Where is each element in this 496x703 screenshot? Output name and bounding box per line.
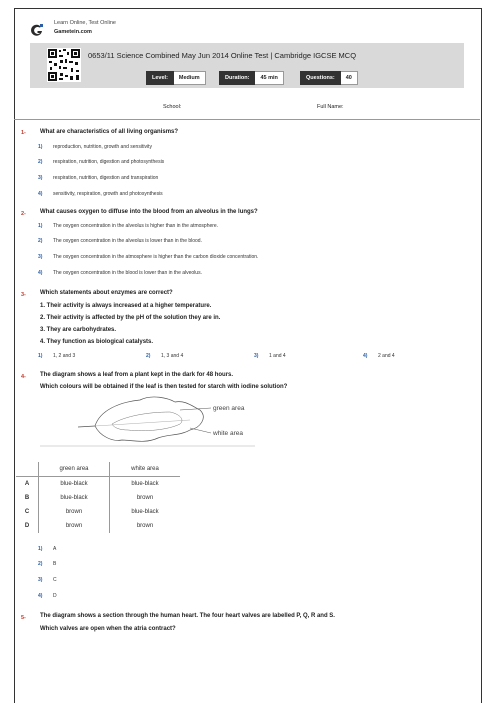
table-header-row bbox=[16, 462, 180, 477]
table-row bbox=[16, 477, 180, 492]
table-cell: C bbox=[16, 505, 39, 519]
question-number: 2- bbox=[21, 211, 26, 217]
option-text[interactable]: The oxygen concentration in the alveolus is higher than in the atmosphere. bbox=[53, 223, 219, 229]
option-text[interactable]: respiration, nutrition, digestion and transpiration bbox=[53, 175, 159, 181]
divider bbox=[14, 119, 480, 120]
level-label: Level: bbox=[146, 71, 174, 85]
option-number[interactable]: 1) bbox=[38, 144, 43, 150]
statement: 1. Their activity is always increased at a higher temperature. bbox=[40, 303, 212, 309]
table-cell: blue-black bbox=[131, 481, 159, 487]
table-cell: A bbox=[16, 477, 39, 492]
table-cell: D bbox=[16, 519, 39, 533]
school-field[interactable]: School: bbox=[163, 104, 182, 110]
option-number[interactable]: 2) bbox=[146, 353, 151, 359]
brand-site[interactable]: Gametein.com bbox=[54, 29, 92, 35]
option-number[interactable]: 4) bbox=[363, 353, 368, 359]
table-row bbox=[16, 491, 180, 505]
level-value: Medium bbox=[174, 71, 206, 85]
option-text[interactable]: reproduction, nutrition, growth and sensitivity bbox=[53, 144, 152, 150]
option-number[interactable]: 2) bbox=[38, 561, 43, 567]
table-cell: blue-black bbox=[131, 509, 159, 515]
diagram-label-green: green area bbox=[213, 405, 245, 412]
option-number[interactable]: 2) bbox=[38, 238, 43, 244]
option-text[interactable]: A bbox=[53, 546, 57, 552]
table-cell: blue-black bbox=[39, 477, 110, 492]
full-name-field[interactable]: Full Name: bbox=[317, 104, 344, 110]
question-number: 5- bbox=[21, 615, 26, 621]
option-number[interactable]: 1) bbox=[38, 546, 43, 552]
table-cell: blue-black bbox=[39, 491, 110, 505]
table-header bbox=[16, 462, 39, 477]
option-number[interactable]: 3) bbox=[38, 175, 43, 181]
option-number[interactable]: 1) bbox=[38, 223, 43, 229]
test-title: 0653/11 Science Combined May Jun 2014 Online Test | Cambridge IGCSE MCQ bbox=[88, 51, 357, 60]
questions-value: 40 bbox=[341, 71, 358, 85]
question-text: The diagram shows a section through the human heart. The four heart valves are labelled P, Q, R and S. bbox=[40, 613, 335, 619]
option-text[interactable]: sensitivity, respiration, growth and photosynthesis bbox=[53, 191, 163, 197]
questions-badge bbox=[300, 71, 358, 85]
option-number[interactable]: 4) bbox=[38, 191, 43, 197]
question-text-2: Which colours will be obtained if the leaf is then tested for starch with iodine solution? bbox=[40, 384, 288, 390]
question-number: 4- bbox=[21, 374, 26, 380]
table-row bbox=[16, 519, 180, 533]
question-text: The diagram shows a leaf from a plant kept in the dark for 48 hours. bbox=[40, 372, 234, 378]
duration-badge bbox=[219, 71, 284, 85]
diagram-label-white: white area bbox=[213, 430, 243, 437]
option-number[interactable]: 2) bbox=[38, 159, 43, 165]
option-text[interactable]: 1, 3 and 4 bbox=[161, 353, 184, 359]
duration-value: 45 min bbox=[255, 71, 283, 85]
option-text[interactable]: The oxygen concentration in the alveolus is lower than in the blood. bbox=[53, 238, 202, 244]
qr-code-icon bbox=[47, 48, 81, 82]
question-number: 3- bbox=[21, 292, 26, 298]
option-text[interactable]: respiration, nutrition, digestion and photosynthesis bbox=[53, 159, 165, 165]
option-number[interactable]: 4) bbox=[38, 270, 43, 276]
table-cell: brown bbox=[39, 519, 110, 533]
option-number[interactable]: 3) bbox=[38, 254, 43, 260]
page-frame bbox=[14, 8, 482, 703]
table-cell: brown bbox=[39, 505, 110, 519]
table-cell: B bbox=[16, 491, 39, 505]
option-text[interactable]: The oxygen concentration in the blood is lower than in the alveolus. bbox=[53, 270, 202, 276]
option-number[interactable]: 4) bbox=[38, 593, 43, 599]
option-text[interactable]: 2 and 4 bbox=[378, 353, 395, 359]
questions-label: Questions: bbox=[300, 71, 341, 85]
option-number[interactable]: 3) bbox=[254, 353, 259, 359]
question-text: Which statements about enzymes are correct? bbox=[40, 290, 173, 296]
statement: 4. They function as biological catalysts. bbox=[40, 339, 154, 345]
level-badge bbox=[146, 71, 206, 85]
duration-label: Duration: bbox=[219, 71, 255, 85]
option-text[interactable]: D bbox=[53, 593, 57, 599]
table-header: white area bbox=[110, 462, 181, 477]
table-cell: brown bbox=[136, 523, 154, 529]
leaf-diagram bbox=[40, 390, 260, 448]
question-text-2: Which valves are open when the atria contract? bbox=[40, 626, 176, 632]
gametein-logo-icon bbox=[30, 23, 44, 37]
statement: 3. They are carbohydrates. bbox=[40, 327, 117, 333]
option-text[interactable]: 1, 2 and 3 bbox=[53, 353, 76, 359]
option-number[interactable]: 3) bbox=[38, 577, 43, 583]
option-text[interactable]: C bbox=[53, 577, 57, 583]
option-text[interactable]: 1 and 4 bbox=[269, 353, 286, 359]
question-number: 1- bbox=[21, 130, 26, 136]
question-text: What causes oxygen to diffuse into the blood from an alveolus in the lungs? bbox=[40, 209, 258, 215]
brand-tagline: Learn Online, Test Online bbox=[54, 20, 116, 26]
table-cell: brown bbox=[136, 495, 154, 501]
answer-table bbox=[16, 462, 180, 533]
table-row bbox=[16, 505, 180, 519]
table-header: green area bbox=[39, 462, 110, 477]
option-number[interactable]: 1) bbox=[38, 353, 43, 359]
option-text[interactable]: The oxygen concentration in the atmosphere is higher than the carbon dioxide concentration. bbox=[53, 254, 259, 260]
question-text: What are characteristics of all living organisms? bbox=[40, 129, 179, 135]
option-text[interactable]: B bbox=[53, 561, 57, 567]
statement: 2. Their activity is affected by the pH of the solution they are in. bbox=[40, 315, 221, 321]
